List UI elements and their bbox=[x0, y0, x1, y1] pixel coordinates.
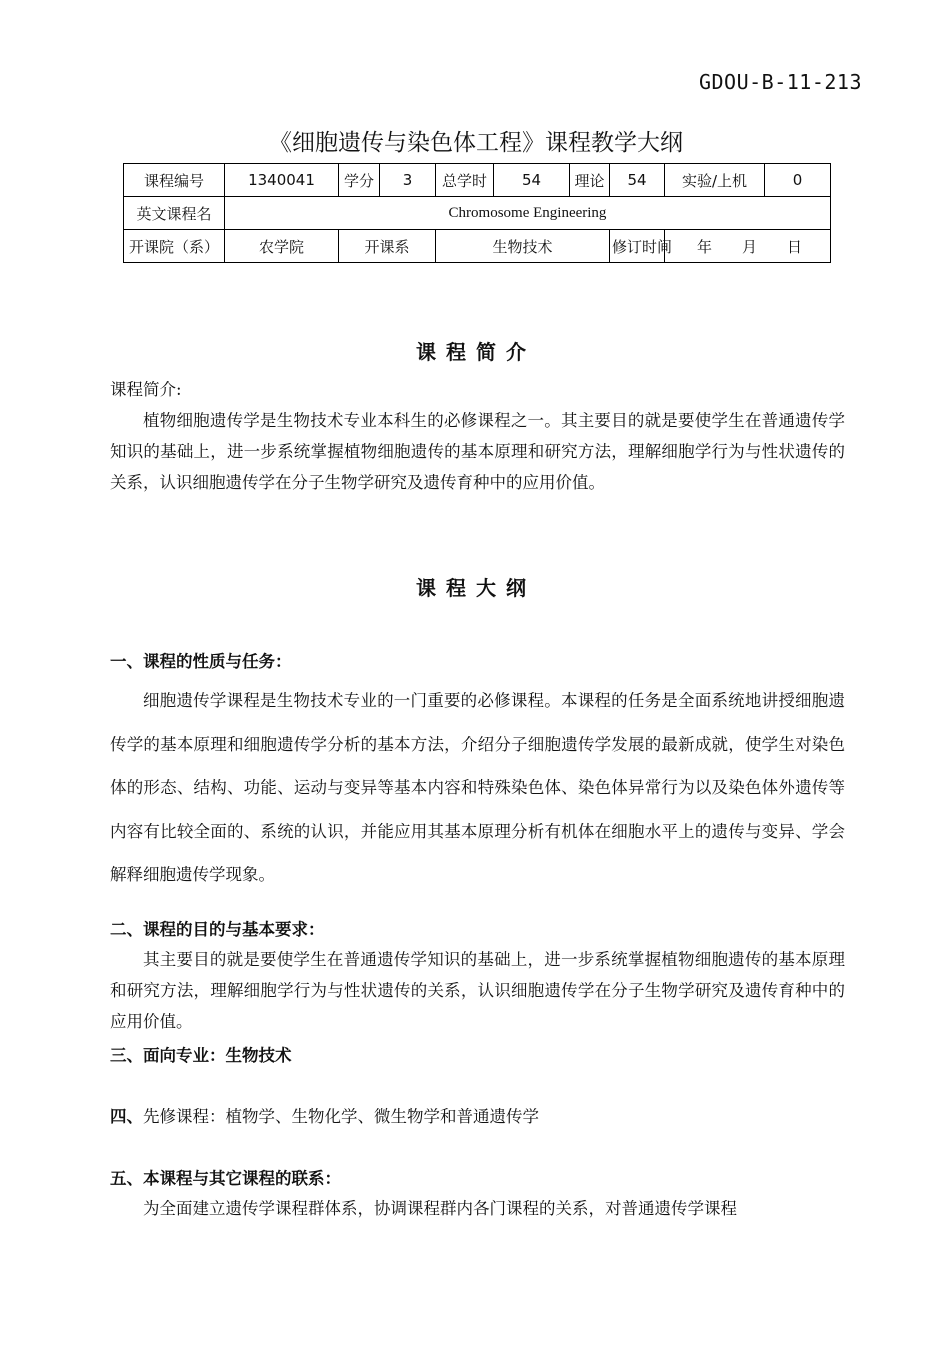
section-5-paragraph: 为全面建立遗传学课程群体系，协调课程群内各门课程的关系，对普通遗传学课程 bbox=[143, 1199, 737, 1218]
section-4-title bbox=[110, 1103, 539, 1127]
theory-label: 理论 bbox=[570, 164, 610, 197]
course-code-label: 课程编号 bbox=[124, 164, 225, 197]
day-label: 日 bbox=[787, 237, 803, 256]
table-row bbox=[124, 230, 831, 263]
course-code-value: 1340041 bbox=[225, 164, 339, 197]
lab-hours-value: 0 bbox=[765, 164, 831, 197]
section-1-title: 一、课程的性质与任务： bbox=[110, 652, 292, 671]
document-code: GDOU-B-11-213 bbox=[698, 70, 862, 94]
college-label: 开课院（系） bbox=[124, 230, 225, 263]
table-row bbox=[124, 164, 831, 197]
section-1-paragraph: 细胞遗传学课程是生物技术专业的一门重要的必修课程。本课程的任务是全面系统地讲授细胞遗传学的基本原理和细胞遗传学分析的基本方法，介绍分子细胞遗传学发展的最新成就，使学生对染色体的形态、结构、功能、运动与变异等基本内容和特殊染色体、染色体异常行为以及染色体外遗传等内容有比较全面的、系统的认识，并能应用其基本原理分析有机体在细胞水平上的遗传与变异、学会解释细胞遗传学现象。 bbox=[110, 691, 845, 884]
credits-label: 学分 bbox=[339, 164, 380, 197]
course-info-table bbox=[123, 163, 831, 263]
english-name-label: 英文课程名 bbox=[124, 197, 225, 230]
total-hours-label: 总学时 bbox=[436, 164, 494, 197]
section-3-title: 三、面向专业：生物技术 bbox=[110, 1046, 292, 1065]
department-value: 生物技术 bbox=[436, 230, 610, 263]
table-row bbox=[124, 197, 831, 230]
revision-date-value bbox=[665, 230, 831, 263]
section-5-title: 五、本课程与其它课程的联系： bbox=[110, 1169, 341, 1188]
intro-heading: 课程简介 bbox=[416, 340, 536, 364]
total-hours-value: 54 bbox=[494, 164, 570, 197]
section-4-prerequisites: 先修课程：植物学、生物化学、微生物学和普通遗传学 bbox=[143, 1107, 539, 1126]
theory-hours-value: 54 bbox=[610, 164, 665, 197]
section-2-paragraph: 其主要目的就是要使学生在普通遗传学知识的基础上，进一步系统掌握植物细胞遗传的基本原理和研究方法，理解细胞学行为与性状遗传的关系，认识细胞遗传学在分子生物学研究及遗传育种中的应用价值。 bbox=[110, 950, 845, 1031]
intro-paragraph: 植物细胞遗传学是生物技术专业本科生的必修课程之一。其主要目的就是要使学生在普通遗传学知识的基础上，进一步系统掌握植物细胞遗传的基本原理和研究方法，理解细胞学行为与性状遗传的关系，认识细胞遗传学在分子生物学研究及遗传育种中的应用价值。 bbox=[110, 411, 845, 492]
section-4-number: 四、 bbox=[110, 1107, 143, 1126]
intro-label: 课程简介: bbox=[110, 380, 182, 399]
lab-label: 实验/上机 bbox=[665, 164, 765, 197]
department-label: 开课系 bbox=[339, 230, 436, 263]
month-label: 月 bbox=[742, 237, 758, 256]
document-title: 《细胞遗传与染色体工程》课程教学大纲 bbox=[269, 130, 683, 156]
credits-value: 3 bbox=[380, 164, 436, 197]
revision-time-label: 修订时间 bbox=[610, 230, 665, 263]
outline-heading: 课程大纲 bbox=[416, 576, 536, 600]
english-name-value: Chromosome Engineering bbox=[225, 197, 831, 230]
college-value: 农学院 bbox=[225, 230, 339, 263]
section-2-title: 二、课程的目的与基本要求： bbox=[110, 920, 325, 939]
year-label: 年 bbox=[697, 237, 713, 256]
